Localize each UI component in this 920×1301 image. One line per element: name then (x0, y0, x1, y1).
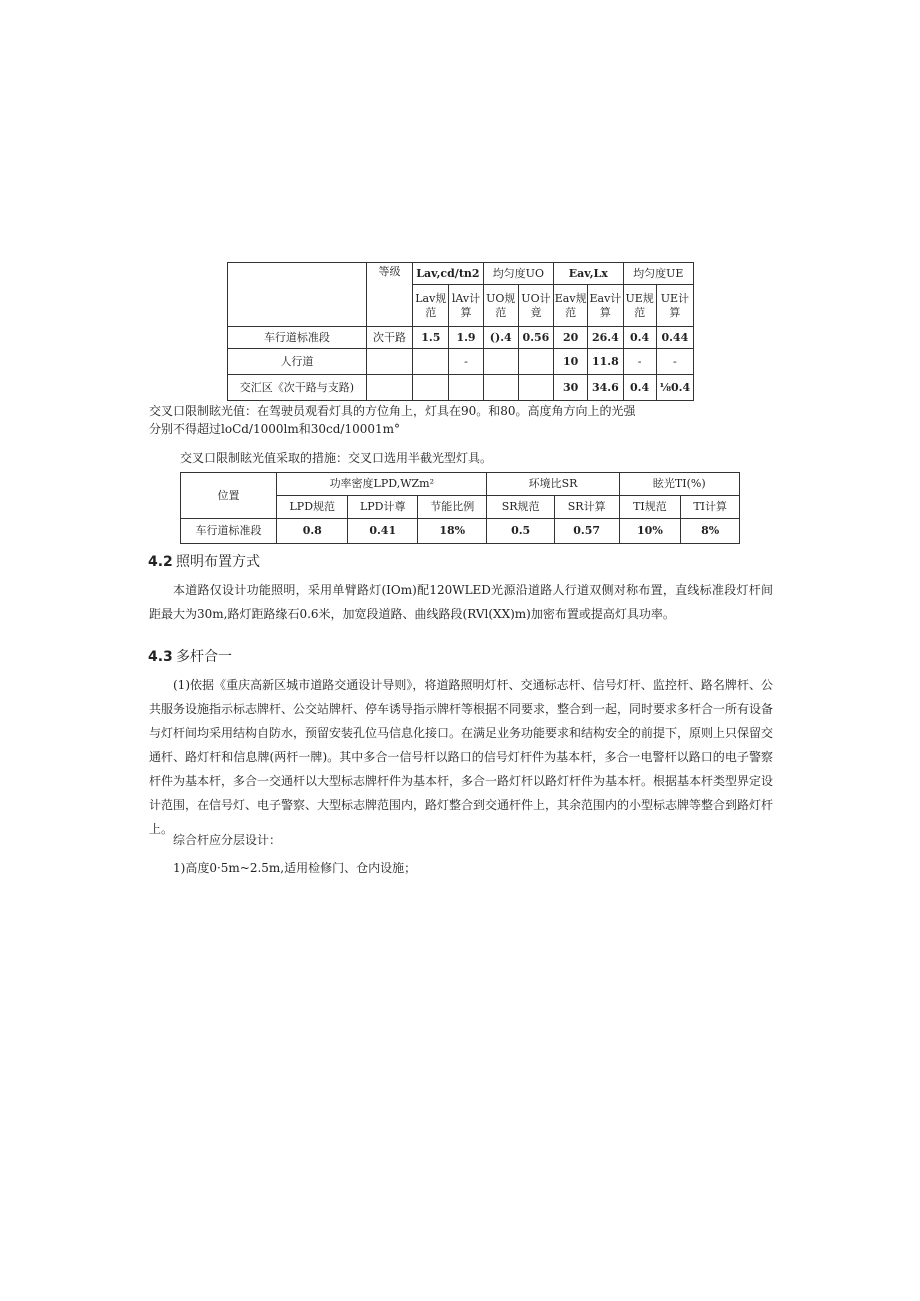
value-cell (483, 375, 518, 401)
section-4-3-paragraph-3: 1)高度0·5m~2.5m,适用检修门、仓内设施； (173, 861, 417, 875)
value-cell: 11.8 (588, 349, 623, 375)
table-row (228, 375, 694, 401)
section-number: 4.3 (148, 649, 173, 665)
row-name: 交汇区《次干路与支路) (228, 375, 367, 401)
value-cell: 1.9 (449, 327, 483, 349)
value-cell: 0.41 (348, 519, 418, 544)
table1-sub-header: UO计竟 (518, 285, 553, 327)
table-row (228, 327, 694, 349)
table1-header-ue: 均匀度UE (623, 263, 694, 285)
illuminance-table (227, 262, 694, 401)
table2-sub-header: TI计算 (681, 496, 740, 519)
row-name: 人行道 (228, 349, 367, 375)
glare-note-line-1: 交叉口限制眩光值：在驾驶员观看灯具的方位角上，灯具在90。和80。高度角方向上的光强 (149, 404, 636, 418)
table1-sub-header: Lav规范 (413, 285, 449, 327)
value-cell: 0.5 (487, 519, 554, 544)
section-4-3-heading (148, 648, 232, 666)
table2-sub-header: TI规范 (619, 496, 681, 519)
value-cell: 34.6 (588, 375, 623, 401)
value-cell (483, 349, 518, 375)
table2-sub-header: SR规范 (487, 496, 554, 519)
table1-corner-cell (228, 263, 367, 327)
value-cell: 0.8 (277, 519, 348, 544)
value-cell: 30 (554, 375, 588, 401)
glare-measure-text: 交叉口限制眩光值采取的措施：交叉口选用半截光型灯具。 (180, 451, 493, 465)
section-title: 多杆合一 (176, 649, 232, 665)
value-cell: ().4 (483, 327, 518, 349)
row-name: 车行道标准段 (181, 519, 277, 544)
table1-header-grade: 等级 (366, 263, 412, 327)
value-cell: 0.56 (518, 327, 553, 349)
value-cell: - (623, 349, 656, 375)
table2-sub-header: 节能比例 (417, 496, 487, 519)
table1-sub-header: Eav规范 (554, 285, 588, 327)
section-number: 4.2 (148, 554, 173, 570)
table1-header-lav: Lav,cd/tn2 (413, 263, 483, 285)
table1-header-uo: 均匀度UO (483, 263, 553, 285)
value-cell (518, 349, 553, 375)
row-grade (366, 375, 412, 401)
table2-header-lpd: 功率密度LPD,WZm² (277, 473, 487, 496)
table1-sub-header: lAv计算 (449, 285, 483, 327)
table2-sub-header: SR计算 (554, 496, 619, 519)
value-cell: 0.4 (623, 327, 656, 349)
value-cell: 0.4 (623, 375, 656, 401)
table1-sub-header: Eav计算 (588, 285, 623, 327)
section-4-3-paragraph-1: (1)依据《重庆高新区城市道路交通设计导则》，将道路照明灯杆、交通标志杆、信号灯杆、监控杆、路名牌杆、公共服务设施指示标志牌杆、公交站牌杆、停车诱导指示牌杆等根据不同要求，整合到一起，同时要求多杆合一所有设备与灯杆间均采用结构自防水，预留安装孔位马信息化接口。在满足业务功能要求和结构安全的前提下，原则上只保留交通杆、路灯杆和信息牌(两杆一牌)。其中多合一信号杆以路口的信号灯杆件为基本杆，多合一电警杆以路口的电子警察杆件为基本杆，多合一交通杆以大型标志牌杆件为基本杆，多合一路灯杆以路灯杆件为基本杆。根据基本杆类型界定设计范围，在信号灯、电子警察、大型标志牌范围内，路灯整合到交通杆件上，其余范围内的小型标志牌等整合到路灯杆上。 (149, 678, 774, 836)
row-grade (366, 349, 412, 375)
row-name: 车行道标准段 (228, 327, 367, 349)
table2-header-sr: 环境比SR (487, 473, 619, 496)
table1-sub-header: UO规范 (483, 285, 518, 327)
value-cell (518, 375, 553, 401)
table1-sub-header: UE计算 (656, 285, 693, 327)
glare-note-line-2: 分别不得超过loCd/1000lm和30cd/10001m° (149, 422, 400, 436)
table-row (181, 519, 740, 544)
value-cell: - (656, 349, 693, 375)
value-cell: 18% (417, 519, 487, 544)
section-4-2-paragraph: 本道路仅设计功能照明，采用单臂路灯(IOm)配120WLED光源沿道路人行道双侧对称布置，直线标准段灯杆间距最大为30m,路灯距路缘石0.6米，加宽段道路、曲线路段(RVl(XX)m)加密布置或提高灯具功率。 (149, 583, 773, 621)
table1-header-row-1 (228, 263, 694, 285)
section-4-2-heading (148, 553, 260, 571)
table2-sub-header: LPD计尊 (348, 496, 418, 519)
value-cell: 10% (619, 519, 681, 544)
row-grade: 次干路 (366, 327, 412, 349)
section-title: 照明布置方式 (176, 554, 260, 570)
value-cell: 0.57 (554, 519, 619, 544)
table2-header-ti: 眩光TI(%) (619, 473, 739, 496)
value-cell (413, 375, 449, 401)
value-cell: 10 (554, 349, 588, 375)
table2-header-row-1 (181, 473, 740, 496)
power-density-table (180, 472, 740, 544)
table-row (228, 349, 694, 375)
section-4-3-paragraph-2: 综合杆应分层设计： (173, 833, 282, 847)
table1-header-eav: Eav,Lx (554, 263, 623, 285)
value-cell: 0.44 (656, 327, 693, 349)
value-cell: 8% (681, 519, 740, 544)
value-cell: ⅛0.4 (656, 375, 693, 401)
table2-header-position: 位置 (181, 473, 277, 519)
table1-sub-header: UE规范 (623, 285, 656, 327)
value-cell: 1.5 (413, 327, 449, 349)
value-cell (413, 349, 449, 375)
value-cell: - (449, 349, 483, 375)
value-cell: 20 (554, 327, 588, 349)
value-cell (449, 375, 483, 401)
table2-sub-header: LPD规范 (277, 496, 348, 519)
value-cell: 26.4 (588, 327, 623, 349)
